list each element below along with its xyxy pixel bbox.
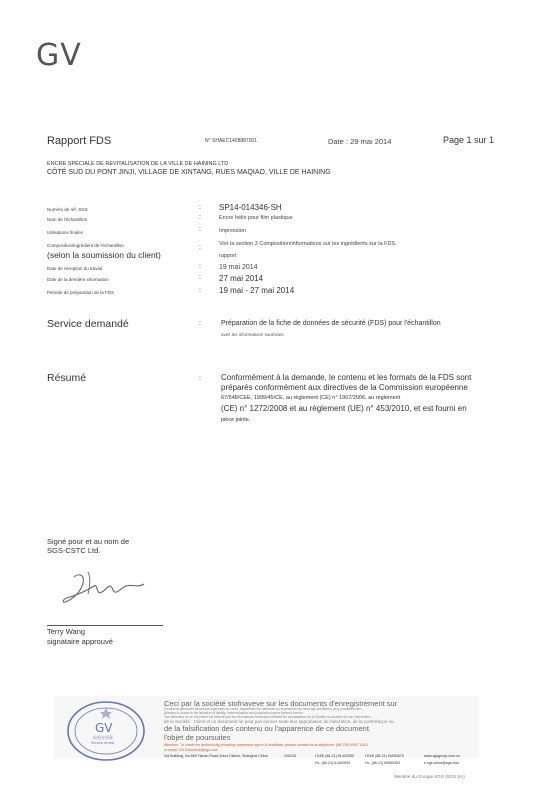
stamp-subtitle-2: Service de test [91,741,115,745]
signature-line [47,625,163,626]
footer-line-2: Conditions générales de service imprimées au verso, disponibles sur demande ou accessibles sur www.sgs.com/terms_and_conditions.htm. [164,707,362,711]
service-text-2: avec les informations soumises. [221,332,285,337]
client-name: ENCRE SPÉCIALE DE REVITALISATION DE LA VILLE DE HAINING LTD [47,161,229,167]
period-label: Période de préparation de la FDS [47,290,115,295]
client-address: CÔTÉ SUD DU PONT JINJI, VILLAGE DE XINTANG, RUES MAQIAO, VILLE DE HAINING [47,169,331,176]
page-number: Page 1 sur 1 [443,135,495,145]
footer-line-7: l'objet de poursuites [164,733,231,742]
footer-email-2: e sgs.china@sgs.com [424,761,460,765]
footer-tel-2: HL: (86-21) 61402594 [315,761,351,765]
period-value: 19 mai - 27 mai 2014 [219,286,295,295]
colon: : [199,274,201,281]
colon: : [199,204,201,211]
colon: : [199,375,201,382]
handwritten-signature [58,568,150,612]
reception-value: 19 mai 2014 [219,264,258,271]
report-word: rapport [219,253,237,259]
use-value: Impression [219,228,246,234]
footer-line-3: Attention is drawn to the limitation of liability, indemnification and jurisdiction issues defined therein. [164,711,304,715]
colon: : [199,214,201,221]
last-info-label: Date de la dernière information [47,277,109,282]
footer-line-4: Tout détenteur de ce document est informé que les informations contenues reflètent les constatations de la Société au moment de son intervention. [164,715,372,719]
footer-email: or email: CN.Doccheck@sgs.com [164,748,218,752]
footer-line-6: de la falsification des contenu ou l'apparence de ce document [164,724,369,733]
signed-for: Signé pour et au nom de [47,537,130,546]
report-title: Rapport FDS [47,135,112,147]
colon: : [199,320,201,327]
sample-value: Encre hélio pour film plastique [219,215,293,221]
footer-attention: Attention: To check the authenticity of testing /inspection report & certificate, please contact us at telephone: (86-755) 8307 1443, [164,743,369,747]
summary-line-3: 67/548/CEE, 1999/45/CE, au règlement (CE) n° 1907/2006, au règlement [221,395,401,401]
colon: : [199,263,201,270]
footer-web: www.sgsgroup.com.cn [424,754,460,758]
group-member-note: Membre du Groupe SGS (SGS SA) [394,774,465,779]
summary-label: Résumé [47,372,87,384]
summary-line-1: Conformément à la demande, le contenu et les formats de la FDS sont [221,373,472,382]
footer-address: 3rd Building, No.889 Yishan Road Xuhui District, Shanghai China [164,754,268,758]
colon: : [199,287,201,294]
footer-fax: f E&E (86-21) 64953679 [365,754,404,758]
composition-label: Composition/ingrédient de l'échantillon [47,243,124,248]
stamp-center: GV [95,721,113,735]
colon: : [199,244,201,251]
service-label: Service demandé [47,318,129,330]
signer-name: Terry Wang [47,627,86,636]
composition-value: Voir la section 3 Composition/informations sur les ingrédients sur la FDS. [219,241,397,247]
footer-tel: t E&E (86-21) 61402553 [315,754,354,758]
service-text: Préparation de la fiche de données de sécurité (FDS) pour l'échantillon [221,320,441,327]
client-note: (selon la soumission du client) [47,250,161,260]
footer-line-1: Ceci par la société stofnaveve sur les documents d'enregistrement sur [164,699,398,708]
ref-label: Numéro de réf. SGS [47,207,88,212]
stamp-subtitle: 检验专用章 [93,735,113,740]
summary-line-4: (CE) n° 1272/2008 et au règlement (UE) n° 453/2010, et est fourni en [221,404,467,413]
footer-line-5: de la Société : Client et ce document ne peut pas donner toute leur approbation de l'altération, de la contrefaçon ou [164,719,394,724]
summary-line-2: préparés conformément aux directives de la Commission européenne [221,383,468,392]
sample-label: Nom de l'échantillon [47,217,88,222]
colon: : [199,226,201,233]
ref-value: SP14-014346-SH [219,203,282,212]
last-info-value: 27 mai 2014 [219,274,264,283]
company-logo: GV [36,38,82,73]
signer-role: signataire approuvé [47,637,113,646]
report-number: N° SHAEC1408887001 [205,138,258,144]
footer-zip: 200233 [284,754,296,758]
report-date: Date : 29 mai 2014 [328,137,392,146]
signer-company: SGS-CSTC Ltd. [47,546,101,555]
footer-fax-2: HL: (86-21) 64950353 [365,761,401,765]
summary-line-5: pièce jointe. [221,417,251,423]
reception-label: Date de réception du travail [47,266,103,271]
use-label: Utilisations finales [47,230,84,235]
